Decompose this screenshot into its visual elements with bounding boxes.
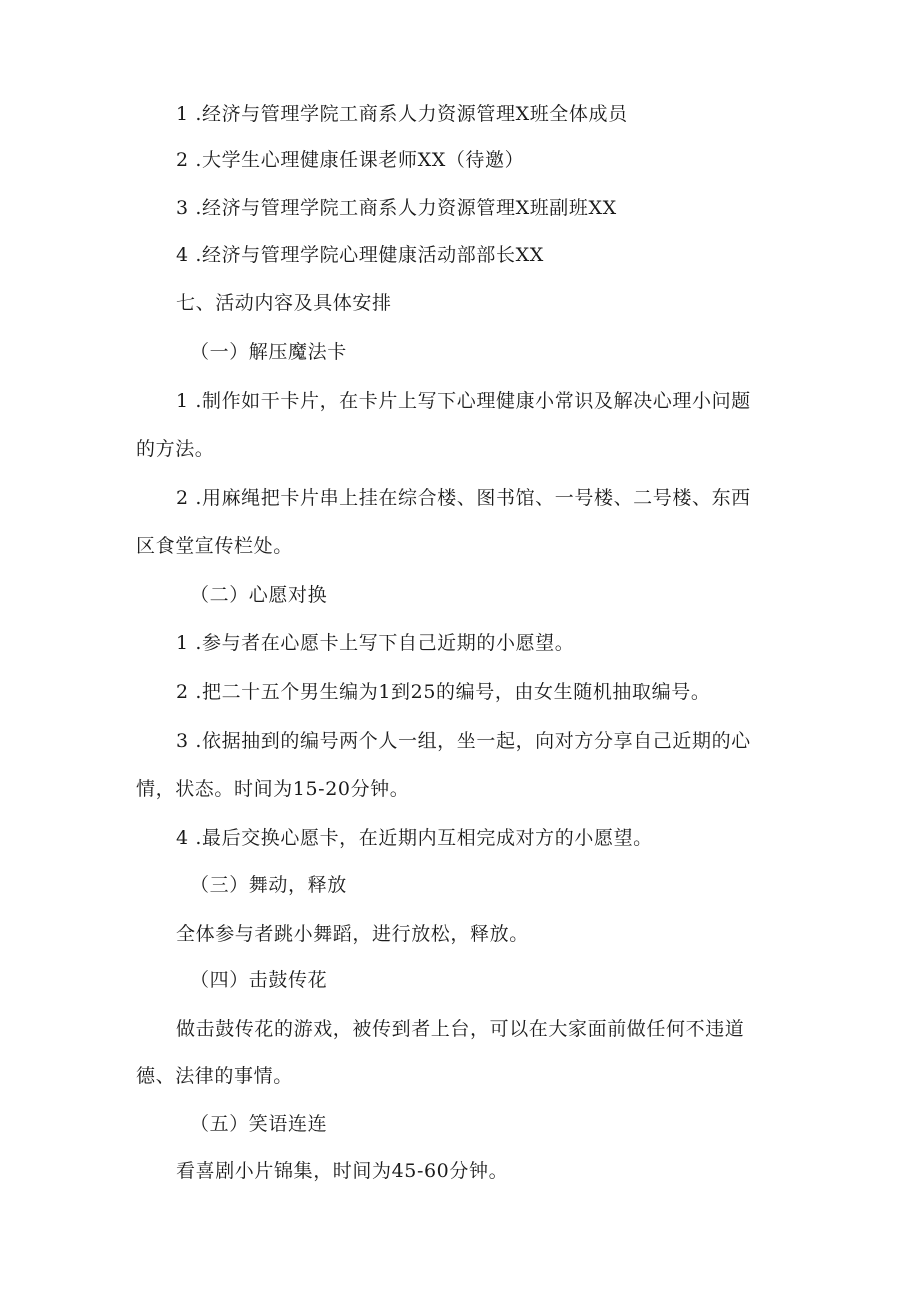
paragraph-line: 4 .最后交换心愿卡，在近期内互相完成对方的小愿望。: [176, 827, 653, 849]
paragraph-line: 2 .把二十五个男生编为1到25的编号，由女生随机抽取编号。: [176, 681, 711, 703]
section-heading-7: 七、活动内容及具体安排: [176, 292, 392, 314]
paragraph-line: 区食堂宣传栏处。: [136, 535, 293, 557]
subsection-heading-1: （一）解压魔法卡: [190, 341, 347, 363]
paragraph-line: 情，状态。时间为15-20分钟。: [136, 778, 410, 800]
paragraph-line: 的方法。: [136, 438, 215, 460]
paragraph-line: 做击鼓传花的游戏，被传到者上台，可以在大家面前做任何不违道: [176, 1018, 745, 1040]
paragraph-line: 德、法律的事情。: [136, 1065, 293, 1087]
subsection-heading-3: （三）舞动，释放: [190, 874, 347, 896]
participant-item-2: 2 .大学生心理健康任课老师XX（待邀）: [176, 149, 525, 171]
subsection-heading-2: （二）心愿对换: [190, 584, 328, 606]
paragraph-line: 1 .制作如干卡片，在卡片上写下心理健康小常识及解决心理小问题: [176, 390, 751, 412]
paragraph-line: 2 .用麻绳把卡片串上挂在综合楼、图书馆、一号楼、二号楼、东西: [176, 487, 751, 509]
subsection-heading-5: （五）笑语连连: [190, 1113, 328, 1135]
paragraph-line: 3 .依据抽到的编号两个人一组，坐一起，向对方分享自己近期的心: [176, 730, 751, 752]
participant-item-4: 4 .经济与管理学院心理健康活动部部长XX: [176, 244, 544, 266]
participant-item-1: 1 .经济与管理学院工商系人力资源管理X班全体成员: [176, 103, 628, 125]
paragraph-line: 全体参与者跳小舞蹈，进行放松，释放。: [176, 923, 529, 945]
paragraph-line: 看喜剧小片锦集，时间为45-60分钟。: [176, 1160, 509, 1182]
paragraph-line: 1 .参与者在心愿卡上写下自己近期的小愿望。: [176, 632, 575, 654]
subsection-heading-4: （四）击鼓传花: [190, 969, 328, 991]
participant-item-3: 3 .经济与管理学院工商系人力资源管理X班副班XX: [176, 197, 617, 219]
